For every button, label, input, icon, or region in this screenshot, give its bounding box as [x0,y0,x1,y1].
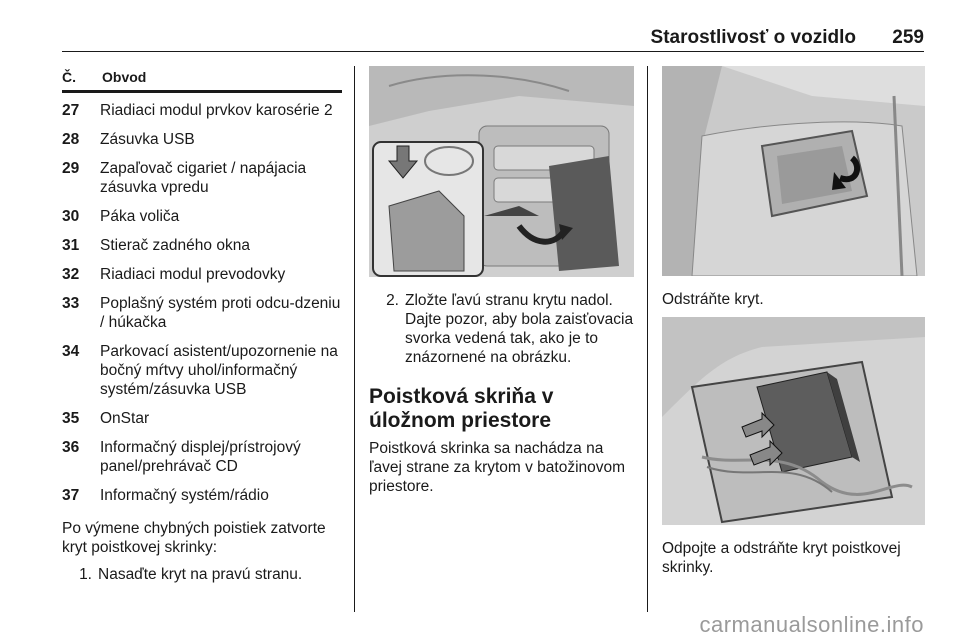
column-header-circuit: Obvod [102,69,147,85]
circuit-name: Zapaľovač cigariet / napájacia zásuvka vpredu [100,160,307,196]
circuit-name: Parkovací asistent/upozornenie na bočný mŕtvy uhol/informačný systém/zásuvka USB [100,343,338,398]
header-title: Starostlivosť o vozidlo [650,27,856,48]
column-divider [647,66,648,612]
table-row [62,236,342,255]
circuit-name: Informačný systém/rádio [100,487,269,504]
table-row [62,159,342,197]
fuse-number: 34 [62,343,80,360]
fuse-number: 29 [62,160,80,177]
cargo-cover-illustration [662,66,925,276]
right-column [662,66,927,577]
column-divider [354,66,355,612]
column-header-number: Č. [62,69,76,85]
circuit-name: OnStar [100,410,150,427]
circuit-name: Poplašný systém proti odcu-dzeniu / húkačka [100,295,341,331]
table-row [62,101,342,120]
fuse-number: 31 [62,237,80,254]
table-header-rule [62,90,342,93]
fuse-cover-clip-illustration [369,66,634,277]
header-rule [62,51,924,52]
table-row [62,342,342,399]
circuit-name: Zásuvka USB [100,131,195,148]
fuse-table-column [62,66,342,584]
fuse-box-illustration [662,317,925,525]
circuit-name: Riadiaci modul prvkov karosérie 2 [100,102,333,119]
step-text: Zložte ľavú stranu krytu nadol. Dajte pozor, aby bola zaisťovacia svorka vedená tak, ako je to znázornené na obrázku. [405,292,634,366]
table-row [62,294,342,332]
step-1 [62,565,342,584]
table-row [62,438,342,476]
middle-column [369,66,634,496]
circuit-name: Riadiaci modul prevodovky [100,266,286,283]
fuse-table-body [62,101,342,505]
table-row [62,409,342,428]
step-number: 2. [386,292,399,309]
after-table-text: Po výmene chybných poistiek zatvorte kryt poistkovej skrinky: [62,520,326,556]
fuse-number: 35 [62,410,80,427]
caption-remove-cover: Odstráňte kryt. [662,291,764,308]
table-row [62,207,342,226]
step-text: Nasaďte kryt na pravú stranu. [98,566,303,583]
fuse-number: 33 [62,295,80,312]
fuse-number: 28 [62,131,80,148]
fuse-number: 32 [62,266,80,283]
section-body: Poistková skrinka sa nachádza na ľavej strane za krytom v batožinovom priestore. [369,440,626,495]
table-row [62,130,342,149]
step-2 [369,291,634,367]
table-header [62,66,342,88]
caption-disconnect: Odpojte a odstráňte kryt poistkovej skrinky. [662,540,901,576]
page-number: 259 [892,27,924,48]
watermark: carmanualsonline.info [699,612,924,637]
circuit-name: Informačný displej/prístrojový panel/prehrávač CD [100,439,301,475]
fuse-number: 27 [62,102,80,119]
section-heading: Poistková skriňa v úložnom priestore [369,385,554,432]
fuse-number: 30 [62,208,80,225]
circuit-name: Stierač zadného okna [100,237,250,254]
step-number: 1. [79,566,92,583]
circuit-name: Páka voliča [100,208,180,225]
fuse-number: 37 [62,487,80,504]
table-row [62,486,342,505]
table-row [62,265,342,284]
fuse-number: 36 [62,439,80,456]
